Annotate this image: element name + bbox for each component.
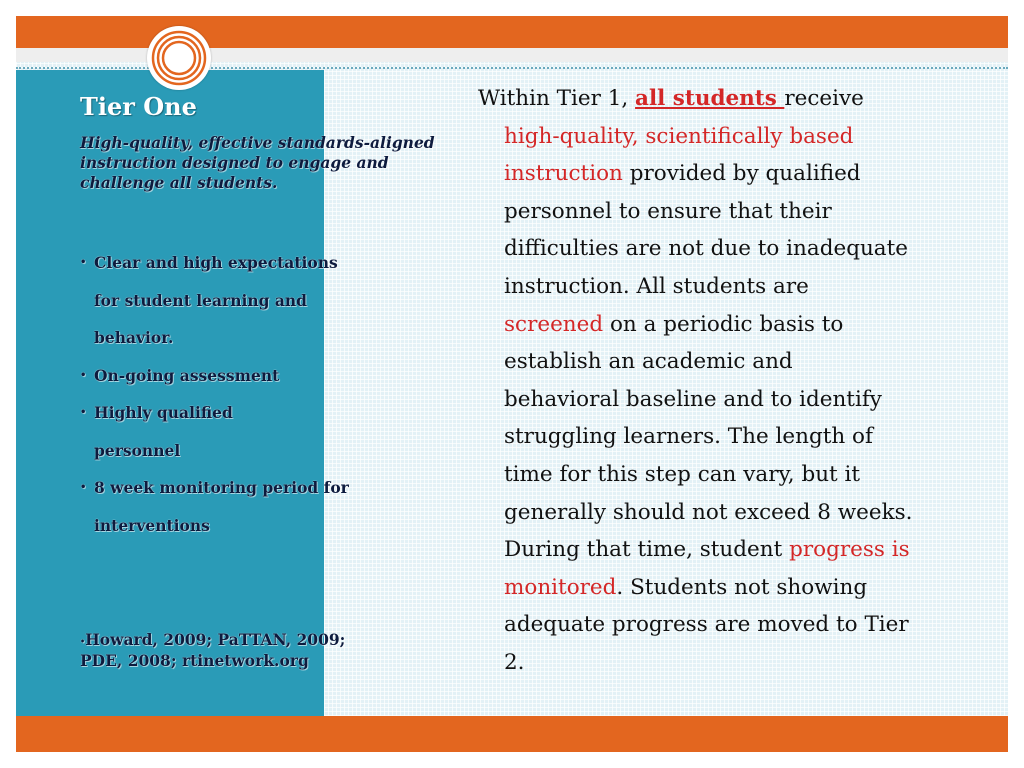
body-text-run: During that time, student bbox=[504, 537, 790, 563]
slide bbox=[16, 16, 1008, 752]
bullet-line: Highly qualified bbox=[94, 403, 233, 422]
monitored-highlight: monitored bbox=[504, 574, 617, 600]
citation-line-2: PDE, 2008; rtinetwork.org bbox=[80, 651, 309, 670]
bullet-line: interventions bbox=[94, 515, 210, 535]
progress-highlight: progress is bbox=[789, 537, 910, 563]
bullet-item-continuation bbox=[80, 432, 420, 470]
body-text-run: Within Tier 1, bbox=[478, 86, 636, 111]
bullet-line: behavior. bbox=[94, 328, 174, 347]
bullet-item bbox=[80, 244, 420, 282]
body-text-run: 2. bbox=[504, 649, 525, 675]
body-text-run: difficulties are not due to inadequate bbox=[504, 236, 908, 262]
body-text-run: adequate progress are moved to Tier bbox=[504, 612, 909, 638]
citation bbox=[80, 630, 440, 671]
body-text-run: personnel to ensure that their bbox=[504, 198, 832, 224]
ring-decoration-icon bbox=[147, 26, 211, 90]
body-text-run: generally should not exceed 8 weeks. bbox=[504, 499, 913, 525]
body-text-run: receive bbox=[784, 86, 864, 111]
bullet-dot-icon: • bbox=[80, 257, 87, 268]
bullet-line: Clear and high expectations bbox=[94, 253, 338, 272]
bullet-item-continuation bbox=[80, 282, 420, 320]
bullet-item-continuation bbox=[80, 319, 420, 357]
citation-dot-icon: • bbox=[80, 636, 86, 646]
bullet-item bbox=[80, 394, 420, 432]
hq-highlight-line-1: high-quality, scientifically based bbox=[504, 123, 854, 149]
screened-highlight: screened bbox=[504, 311, 604, 337]
bullet-item bbox=[80, 357, 420, 395]
body-text-run: behavioral baseline and to identify bbox=[504, 386, 882, 412]
bullet-line: for student learning and bbox=[94, 290, 308, 310]
body-text-run: time for this step can vary, but it bbox=[504, 461, 861, 487]
citation-line-1: Howard, 2009; PaTTAN, 2009; bbox=[85, 630, 346, 649]
bullet-line: On-going assessment bbox=[94, 365, 280, 385]
body-text-run: struggling learners. The length of bbox=[504, 424, 873, 450]
bullet-item-continuation bbox=[80, 507, 420, 545]
hq-highlight-line-2: instruction bbox=[504, 161, 623, 187]
slide-subtitle: High-quality, effective standards-aligned instruction designed to engage and challenge all students. bbox=[80, 133, 435, 192]
all-students-highlight: all students bbox=[635, 86, 785, 111]
bullet-dot-icon: • bbox=[80, 407, 87, 418]
body-paragraph bbox=[478, 80, 998, 682]
body-text-run: provided by qualified bbox=[622, 161, 861, 187]
bottom-accent-bar bbox=[16, 716, 1008, 752]
body-text-run: instruction. All students are bbox=[504, 273, 809, 299]
bullet-line: 8 week monitoring period for bbox=[94, 478, 349, 497]
bullet-dot-icon: • bbox=[80, 482, 87, 493]
body-text-run: on a periodic basis to bbox=[603, 311, 844, 337]
body-text-run: . Students not showing bbox=[616, 574, 868, 600]
bullet-item bbox=[80, 469, 420, 507]
slide-title: Tier One bbox=[80, 92, 197, 121]
bullet-dot-icon: • bbox=[80, 369, 87, 381]
bullet-list bbox=[80, 244, 420, 544]
bullet-line: personnel bbox=[94, 440, 181, 460]
body-text-run: establish an academic and bbox=[504, 349, 793, 375]
body-indented-block bbox=[478, 118, 998, 682]
body-line-1 bbox=[478, 86, 864, 111]
